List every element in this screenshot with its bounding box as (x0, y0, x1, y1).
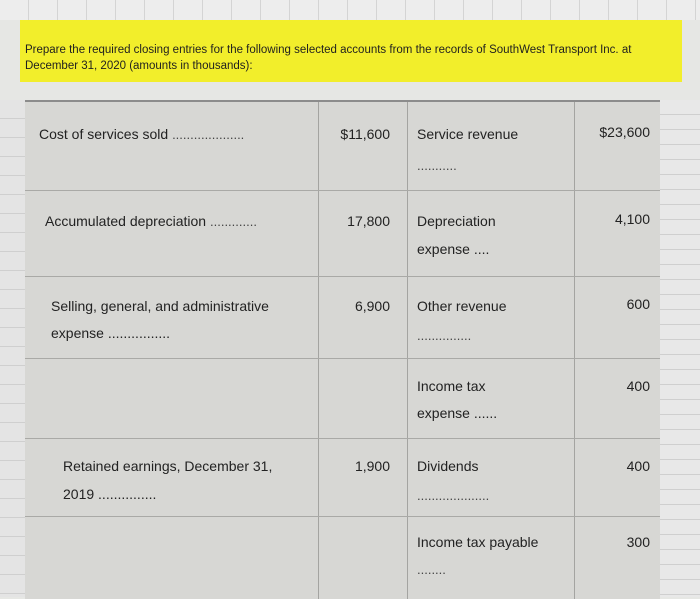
account-label: Retained earnings, December 31, (63, 458, 273, 474)
question-line-1: Prepare the required closing entries for the following selected accounts from the records of SouthWest Transport Inc. at (25, 44, 632, 56)
table-row (25, 190, 660, 277)
account-value: $11,600 (340, 126, 390, 142)
account-label-continued: expense ................ (51, 325, 171, 341)
account-label: Cost of services sold .................... (39, 126, 245, 142)
account-value: 6,900 (354, 298, 390, 314)
account-label: Dividends (417, 458, 479, 474)
table-row (25, 102, 660, 191)
table-row (25, 358, 660, 439)
account-value: 17,800 (347, 213, 390, 229)
leader-dots: .................... (417, 488, 490, 503)
account-label: Income tax (417, 378, 486, 394)
leader-dots: ........ (417, 562, 446, 577)
leader-dots: ............... (417, 328, 472, 343)
account-value: 600 (626, 296, 650, 312)
account-value: 300 (626, 534, 650, 550)
table-row (25, 516, 660, 599)
account-label: Service revenue (417, 126, 519, 142)
account-label: Accumulated depreciation ............. (45, 213, 257, 229)
leader-dots: ........... (417, 158, 457, 173)
background-gridlines-top (0, 0, 700, 20)
account-label: Depreciation (417, 213, 496, 229)
account-value: 400 (626, 378, 650, 394)
question-line-2: December 31, 2020 (amounts in thousands): (25, 60, 253, 72)
account-value: 400 (626, 458, 650, 474)
table-row (25, 438, 660, 517)
account-value: 4,100 (614, 211, 650, 227)
question-highlight (20, 20, 682, 82)
table-row (25, 276, 660, 359)
accounts-table (25, 100, 660, 599)
account-label: Other revenue (417, 298, 507, 314)
account-label-continued: expense .... (417, 241, 490, 257)
account-label-continued: 2019 ............... (63, 486, 157, 502)
account-value: 1,900 (354, 458, 390, 474)
account-label-continued: expense ...... (417, 405, 498, 421)
account-label: Selling, general, and administrative (51, 298, 269, 314)
question-text (25, 42, 675, 74)
account-value: $23,600 (599, 124, 650, 140)
background-gridlines-right (660, 100, 700, 597)
account-label: Income tax payable (417, 534, 539, 550)
